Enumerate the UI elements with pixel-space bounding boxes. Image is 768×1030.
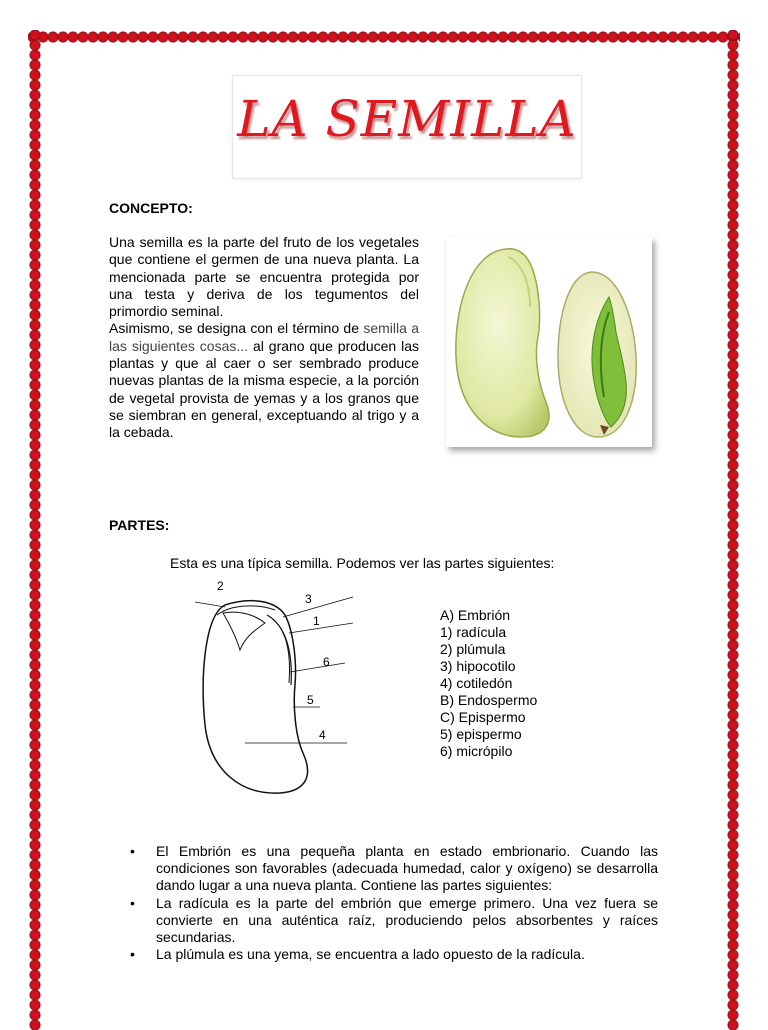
seed-diagram [195,575,355,800]
decorative-border-left [28,30,42,1030]
parts-heading: PARTES: [109,517,170,533]
diagram-label: 5 [307,693,314,707]
parts-list-item: 3) hipocotilo [440,658,516,674]
bullet-dot: • [130,946,135,963]
diagram-label: 6 [323,655,330,669]
concept-text-2-end: al grano que producen las plantas y que al caer o ser sembrado produce nuevas plantas de la misma especie, a la porción de vegetal provista de yemas y a los granos que se siembran en general, exceptuando al trigo y a la cebada. [109,337,419,441]
diagram-label: 3 [305,592,312,606]
seed-photo [446,237,652,447]
bullet-text: La plúmula es una yema, se encuentra a lado opuesto de la radícula. [156,946,585,963]
bullet-item [118,895,658,947]
decorative-border-top [28,30,740,44]
parts-list-item: 5) epispermo [440,726,522,742]
bullet-item [118,843,658,895]
description-bullets [118,843,658,963]
parts-list-item: B) Endospermo [440,692,538,708]
concept-heading: CONCEPTO: [109,200,193,216]
parts-list-item: 4) cotiledón [440,675,513,691]
concept-text-1: Una semilla es la parte del fruto de los vegetales que contiene el germen de una nueva planta. La mencionada parte se encuentra protegida por una testa y deriva de los tegumentos del primordio seminal. [109,234,419,320]
parts-list [440,607,537,760]
parts-list-item: 1) radícula [440,624,507,640]
parts-list-item: 2) plúmula [440,641,506,657]
diagram-label: 4 [319,728,326,742]
parts-list-item: 6) micrópilo [440,743,513,759]
parts-list-item: C) Epispermo [440,709,526,725]
title-box [232,75,582,179]
concept-paragraph [109,234,419,442]
concept-text-2-light: semilla a las siguientes cosas... [109,320,420,354]
bullet-dot: • [130,894,135,911]
bullet-item [118,946,658,963]
bullet-text: La radícula es la parte del embrión que emerge primero. Una vez fuera se convierte en una auténtica raíz, produciendo pelos absorbentes y raíces secundarias. [156,894,658,946]
seed-illustration [446,237,652,447]
decorative-border-right [726,30,740,1030]
page-title: LA SEMILLA [237,90,577,148]
diagram-label: 1 [313,614,320,628]
bullet-dot: • [130,843,135,859]
parts-intro: Esta es una típica semilla. Podemos ver las partes siguientes: [170,555,555,571]
diagram-label: 2 [217,579,224,593]
bullet-text: El Embrión es una pequeña planta en estado embrionario. Cuando las condiciones son favorables (adecuada humedad, calor y oxígeno) se desarrolla dando lugar a una nueva planta. Contiene las partes siguientes: [156,843,658,894]
parts-list-item: A) Embrión [440,607,511,623]
concept-text-2-start: Asimismo, se designa con el término de [109,320,360,337]
